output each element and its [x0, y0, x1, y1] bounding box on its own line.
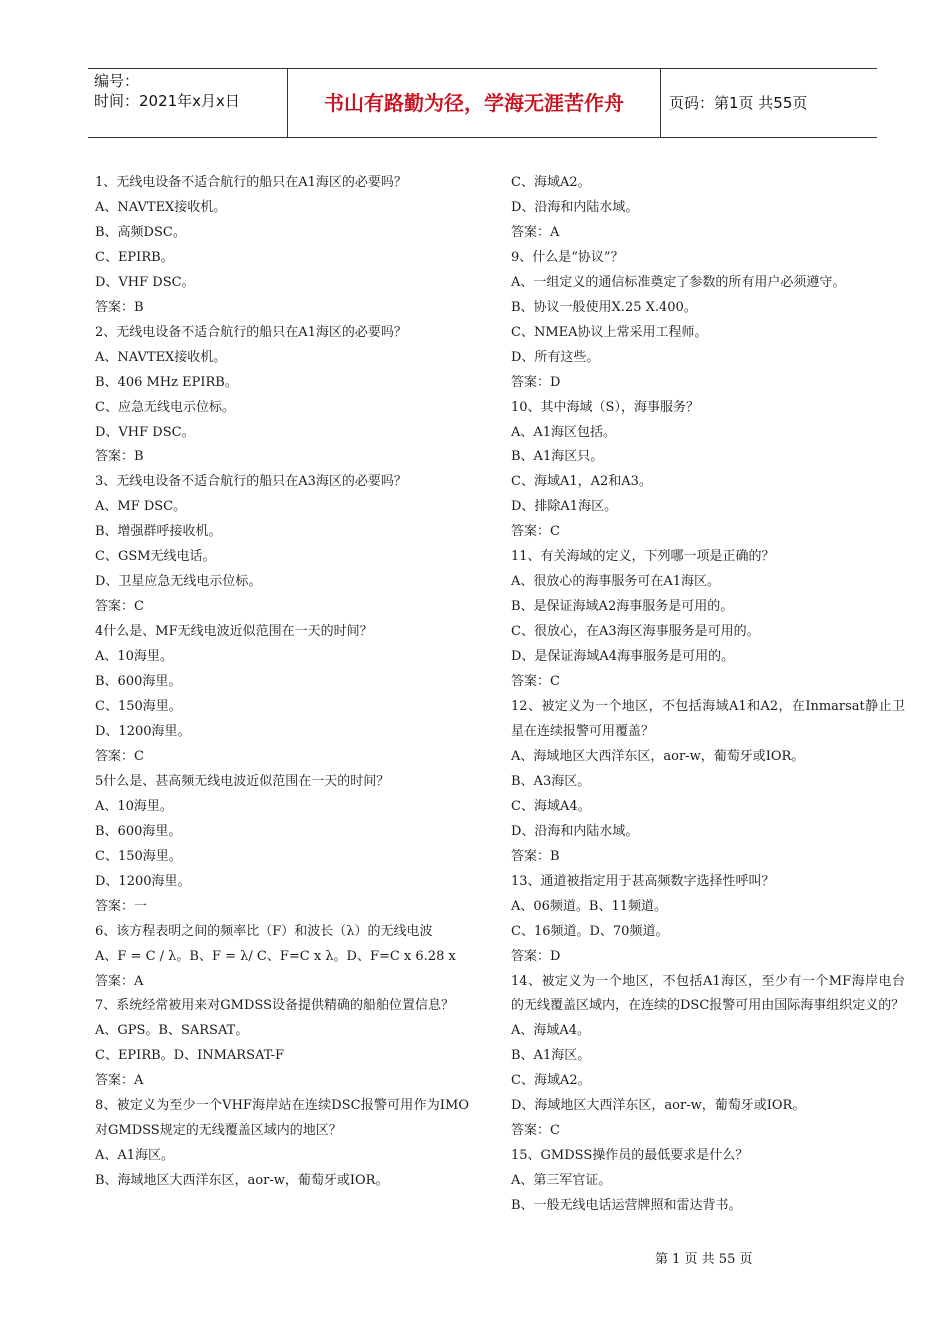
- text-line: 13、通道被指定用于甚高频数字选择性呼叫？: [511, 873, 775, 889]
- text-line: 14、被定义为一个地区，不包括A1海区，至少有一个MF海岸电台的无线覆盖区域内，在连续的DSC报警可用由国际海事组织定义的？: [511, 973, 905, 1014]
- text-line: A、A1海区包括。: [511, 424, 617, 440]
- text-line: 9、什么是“协议”？: [511, 249, 624, 265]
- text-line: 3、无线电设备不适合航行的船只在A3海区的必要吗？: [95, 474, 407, 490]
- text-line: A、A1海区。: [95, 1148, 175, 1164]
- text-line: D、海域地区大西洋东区，aor-w，葡萄牙或IOR。: [511, 1098, 806, 1114]
- text-line: B、增强群呼接收机。: [95, 524, 222, 540]
- number-label: 编号：: [94, 72, 140, 90]
- text-line: D、VHF DSC。: [95, 424, 195, 440]
- text-line: 答案：A: [95, 1073, 144, 1089]
- text-line: B、A3海区。: [511, 773, 591, 789]
- right-column: [497, 171, 905, 1219]
- page-header: [88, 68, 877, 138]
- text-line: 答案：A: [511, 224, 560, 240]
- text-line: B、600海里。: [95, 674, 182, 690]
- text-line: C、海域A4。: [511, 798, 591, 814]
- text-line: C、海域A1，A2和A3。: [511, 474, 652, 490]
- page-footer: 第 1 页 共 55 页: [655, 1252, 753, 1267]
- text-line: A、10海里。: [95, 649, 173, 665]
- text-line: 答案：A: [95, 973, 144, 989]
- text-line: 答案：C: [95, 599, 144, 615]
- text-line: C、150海里。: [95, 699, 182, 715]
- text-line: 7、系统经常被用来对GMDSS设备提供精确的船舶位置信息？: [95, 998, 454, 1014]
- text-line: A、一组定义的通信标准奠定了参数的所有用户必须遵守。: [511, 274, 846, 290]
- text-line: 答案：D: [511, 948, 561, 964]
- text-line: C、16频道。D、70频道。: [511, 923, 669, 939]
- text-line: B、600海里。: [95, 823, 182, 839]
- text-line: A、F = C / λ。B、F = λ/ C、F=C x λ。D、F=C x 6.28 x: [95, 948, 456, 964]
- text-line: A、10海里。: [95, 798, 173, 814]
- text-line: B、协议一般使用X.25 X.400。: [511, 299, 697, 315]
- text-line: 5什么是、甚高频无线电波近似范围在一天的时间？: [95, 773, 390, 789]
- text-line: B、406 MHz EPIRB。: [95, 374, 238, 390]
- text-line: D、沿海和内陆水域。: [511, 823, 639, 839]
- text-line: A、第三军官证。: [511, 1173, 612, 1189]
- text-line: A、GPS。B、SARSAT。: [95, 1023, 249, 1039]
- text-line: B、高频DSC。: [95, 224, 186, 240]
- text-line: A、NAVTEX接收机。: [95, 349, 227, 365]
- text-line: 11、有关海域的定义，下列哪一项是正确的？: [511, 549, 775, 565]
- text-line: 答案：C: [511, 674, 560, 690]
- text-line: D、卫星应急无线电示位标。: [95, 574, 262, 590]
- text-line: B、海域地区大西洋东区，aor-w，葡萄牙或IOR。: [95, 1173, 389, 1189]
- header-meta: [88, 69, 288, 137]
- text-line: 8、被定义为至少一个VHF海岸站在连续DSC报警可用作为IMO对GMDSS规定的无线覆盖区域内的地区？: [95, 1098, 469, 1139]
- text-line: D、沿海和内陆水域。: [511, 199, 639, 215]
- text-line: B、A1海区。: [511, 1048, 591, 1064]
- text-line: D、所有这些。: [511, 349, 600, 365]
- text-line: B、是保证海域A2海事服务是可用的。: [511, 599, 734, 615]
- left-column: [81, 171, 469, 1194]
- text-line: D、是保证海域A4海事服务是可用的。: [511, 649, 735, 665]
- text-line: D、1200海里。: [95, 723, 191, 739]
- text-line: B、A1海区只。: [511, 449, 604, 465]
- text-line: 答案：B: [95, 299, 144, 315]
- text-line: C、很放心，在A3海区海事服务是可用的。: [511, 624, 760, 640]
- text-line: D、排除A1海区。: [511, 499, 618, 515]
- header-motto: 书山有路勤为径，学海无涯苦作舟: [288, 69, 661, 137]
- text-line: C、150海里。: [95, 848, 182, 864]
- time-label: 时间：2021年x月x日: [94, 92, 240, 110]
- text-line: C、NMEA协议上常采用工程师。: [511, 324, 708, 340]
- text-line: 答案：B: [95, 449, 144, 465]
- text-line: A、06频道。B、11频道。: [511, 898, 668, 914]
- text-line: A、很放心的海事服务可在A1海区。: [511, 574, 721, 590]
- text-line: 答案：C: [95, 748, 144, 764]
- text-line: C、GSM无线电话。: [95, 549, 216, 565]
- text-line: D、VHF DSC。: [95, 274, 195, 290]
- text-line: C、海域A2。: [511, 1073, 591, 1089]
- text-line: C、海域A2。: [511, 175, 591, 190]
- text-line: A、NAVTEX接收机。: [95, 199, 227, 215]
- text-line: 答案：D: [511, 374, 561, 390]
- text-line: C、EPIRB。D、INMARSAT-F: [95, 1048, 285, 1064]
- text-line: 1、无线电设备不适合航行的船只在A1海区的必要吗？: [95, 175, 407, 190]
- text-line: B、一般无线电话运营牌照和雷达背书。: [511, 1198, 742, 1214]
- header-page-number: 页码：第1页 共55页: [669, 94, 808, 112]
- text-line: 10、其中海域（S），海事服务？: [511, 399, 699, 415]
- text-line: 答案：C: [511, 1123, 560, 1139]
- text-line: A、海域A4。: [511, 1023, 591, 1039]
- text-line: 4什么是、MF无线电波近似范围在一天的时间？: [95, 624, 373, 640]
- text-line: A、海域地区大西洋东区，aor-w，葡萄牙或IOR。: [511, 748, 805, 764]
- text-line: 答案：B: [511, 848, 560, 864]
- text-line: A、MF DSC。: [95, 499, 187, 515]
- text-line: C、应急无线电示位标。: [95, 399, 235, 415]
- text-line: 答案：一: [95, 898, 148, 914]
- text-line: 15、GMDSS操作员的最低要求是什么？: [511, 1148, 749, 1164]
- text-line: 12、被定义为一个地区，不包括海域A1和A2，在Inmarsat静止卫星在连续报警可用覆盖？: [511, 699, 905, 739]
- text-line: 2、无线电设备不适合航行的船只在A1海区的必要吗？: [95, 324, 407, 340]
- text-line: 6、该方程表明之间的频率比（F）和波长（λ）的无线电波: [95, 923, 433, 939]
- text-line: C、EPIRB。: [95, 249, 174, 265]
- text-line: 答案：C: [511, 524, 560, 540]
- text-line: D、1200海里。: [95, 873, 191, 889]
